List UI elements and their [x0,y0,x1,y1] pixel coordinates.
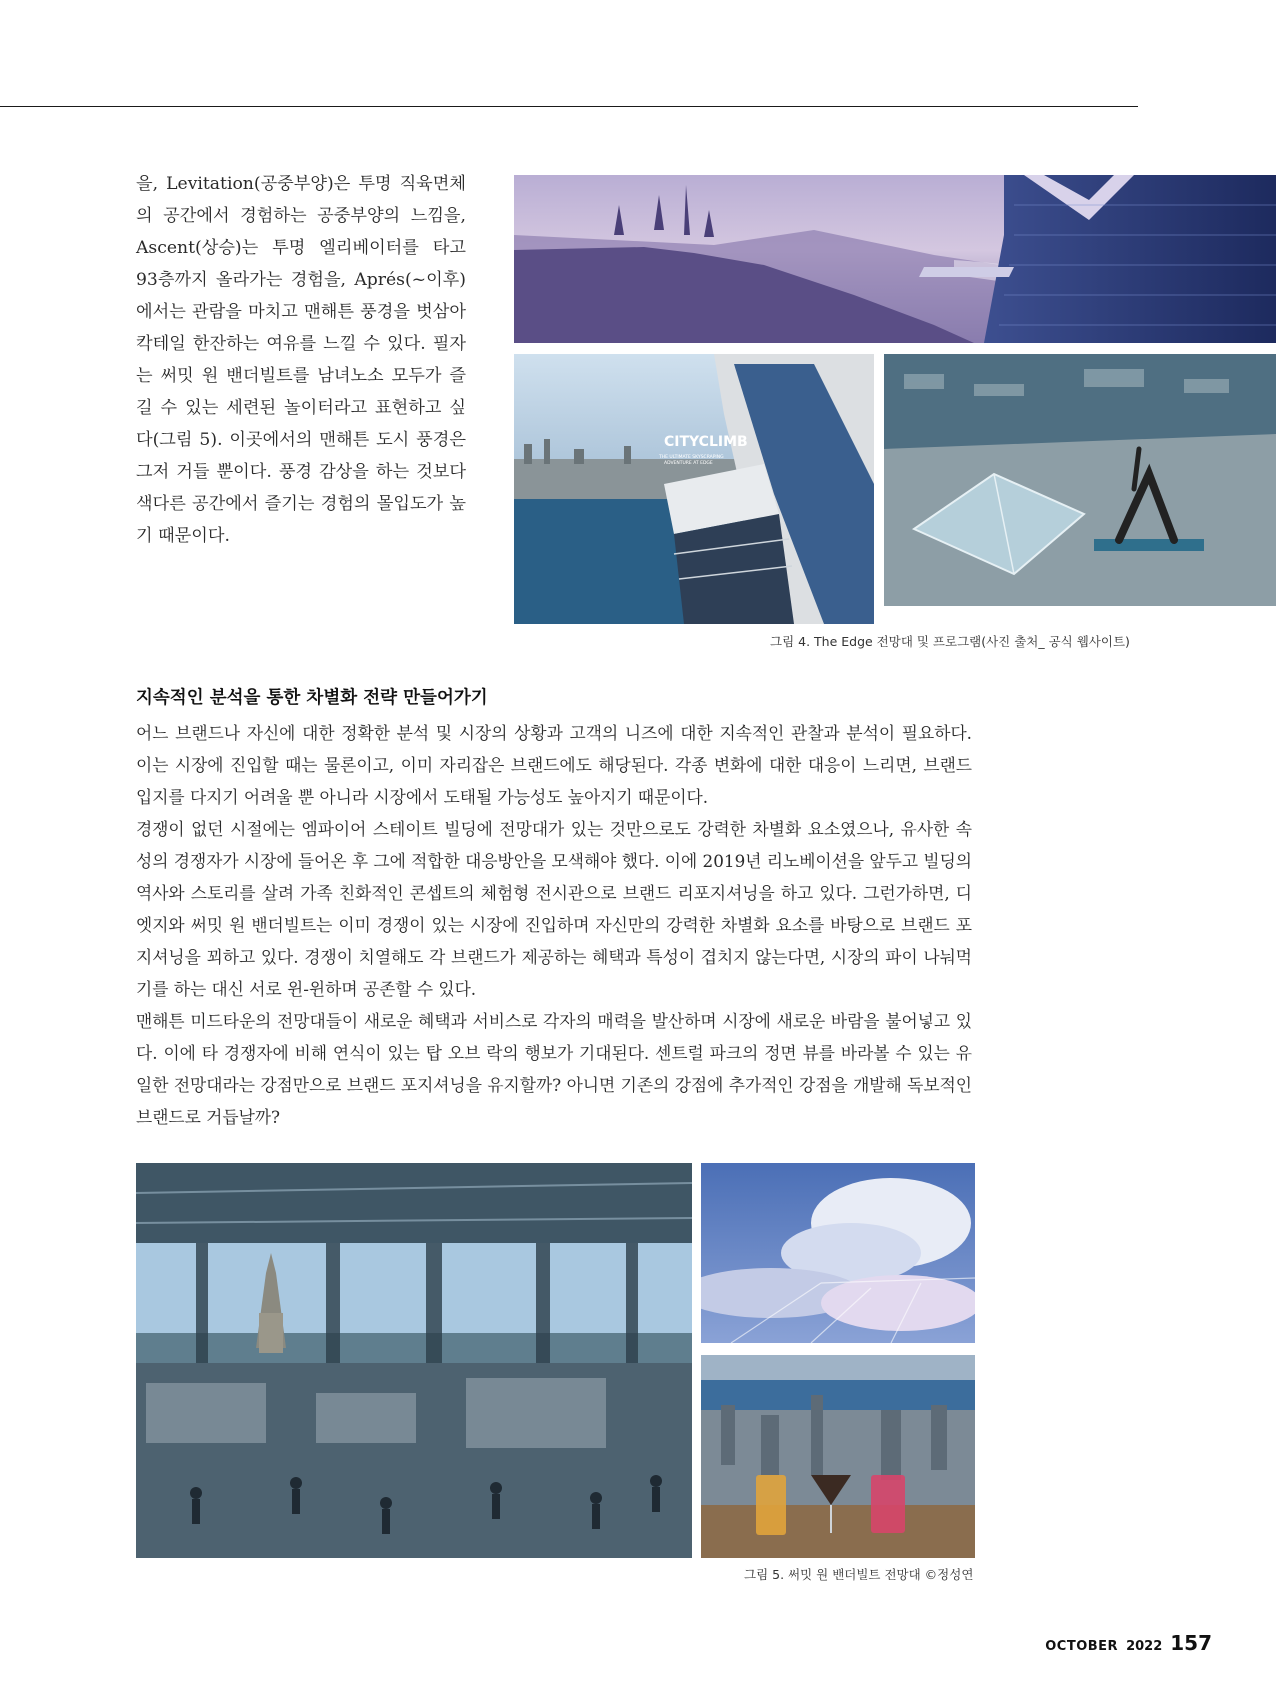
cityclimb-sign-title: CITYCLIMB [664,434,748,450]
footer-year: 2022 [1126,1639,1163,1654]
intro-paragraph: 을, Levitation(공중부양)은 투명 직육면체의 공간에서 경험하는 공중부양의 느낌을, Ascent(상승)는 투명 엘리베이터를 타고 93층까지 올라가는 경험을, Aprés(~이후)에서는 관람을 마치고 맨해튼 풍경을 벗삼아 칵테일 한잔하는 여유를 느낄 수 있다. 필자는 써밋 원 밴더빌트를 남녀노소 모두가 즐길 수 있는 세련된 놀이터라고 표현하고 싶다(그림 5). 이곳에서의 맨해튼 도시 풍경은 그저 거들 뿐이다. 풍경 감상을 하는 것보다 색다른 공간에서 즐기는 경험의 몰입도가 높기 때문이다. [136,174,466,546]
cityclimb-sign-line2: THE ULTIMATE SKYSCRAPING [659,455,724,460]
figure4-caption: 그림 4. The Edge 전망대 및 프로그램(사진 출처_ 공식 웹사이트) [770,634,1130,649]
figure5-photo-clouds [701,1163,975,1343]
page-footer [1045,1631,1212,1655]
figure5-caption: 그림 5. 써밋 원 밴더빌트 전망대 ©정성연 [744,1567,974,1582]
footer-month: OCTOBER [1045,1639,1119,1654]
cityclimb-sign-line3: ADVENTURE AT EDGE [664,461,713,466]
body-paragraph: 경쟁이 없던 시절에는 엠파이어 스테이트 빌딩에 전망대가 있는 것만으로도 강력한 차별화 요소였으나, 유사한 속성의 경쟁자가 시장에 들어온 후 그에 적합한 대응방안을 모색해야 했다. 이에 2019년 리노베이션을 앞두고 빌딩의 역사와 스토리를 살려 가족 친화적인 콘셉트의 체험형 전시관으로 브랜드 리포지셔닝을 하고 있다. 그런가하면, 디 엣지와 써밋 원 밴더빌트는 이미 경쟁이 있는 시장에 진입하며 자신만의 강력한 차별화 요소를 바탕으로 브랜드 포지셔닝을 꾀하고 있다. 경쟁이 치열해도 각 브랜드가 제공하는 혜택과 특성이 겹치지 않는다면, 시장의 파이 나눠먹기를 하는 대신 서로 윈-윈하며 공존할 수 있다. [136,819,972,999]
body-text [136,717,972,1133]
top-rule [0,106,1138,107]
figure4-photo-skyline [514,175,1276,343]
page-number: 157 [1170,1631,1212,1655]
figure5-photo-cocktails [701,1355,975,1558]
figure4-photo-yoga [884,354,1276,606]
body-paragraph: 맨해튼 미드타운의 전망대들이 새로운 혜택과 서비스로 각자의 매력을 발산하며 시장에 새로운 바람을 불어넣고 있다. 이에 타 경쟁자에 비해 연식이 있는 탑 오브 락의 행보가 기대된다. 센트럴 파크의 정면 뷰를 바라볼 수 있는 유일한 전망대라는 강점만으로 브랜드 포지셔닝을 유지할까? 아니면 기존의 강점에 추가적인 강점을 개발해 독보적인 브랜드로 거듭날까? [136,1011,972,1127]
body-paragraph: 어느 브랜드나 자신에 대한 정확한 분석 및 시장의 상황과 고객의 니즈에 대한 지속적인 관찰과 분석이 필요하다. 이는 시장에 진입할 때는 물론이고, 이미 자리잡은 브랜드에도 해당된다. 각종 변화에 대한 대응이 느리면, 브랜드 입지를 다지기 어려울 뿐 아니라 시장에서 도태될 가능성도 높아지기 때문이다. [136,723,972,807]
figure5-photo-mirror-room [136,1163,692,1558]
section-heading: 지속적인 분석을 통한 차별화 전략 만들어가기 [136,688,488,708]
figure4-photo-cityclimb [514,354,874,624]
